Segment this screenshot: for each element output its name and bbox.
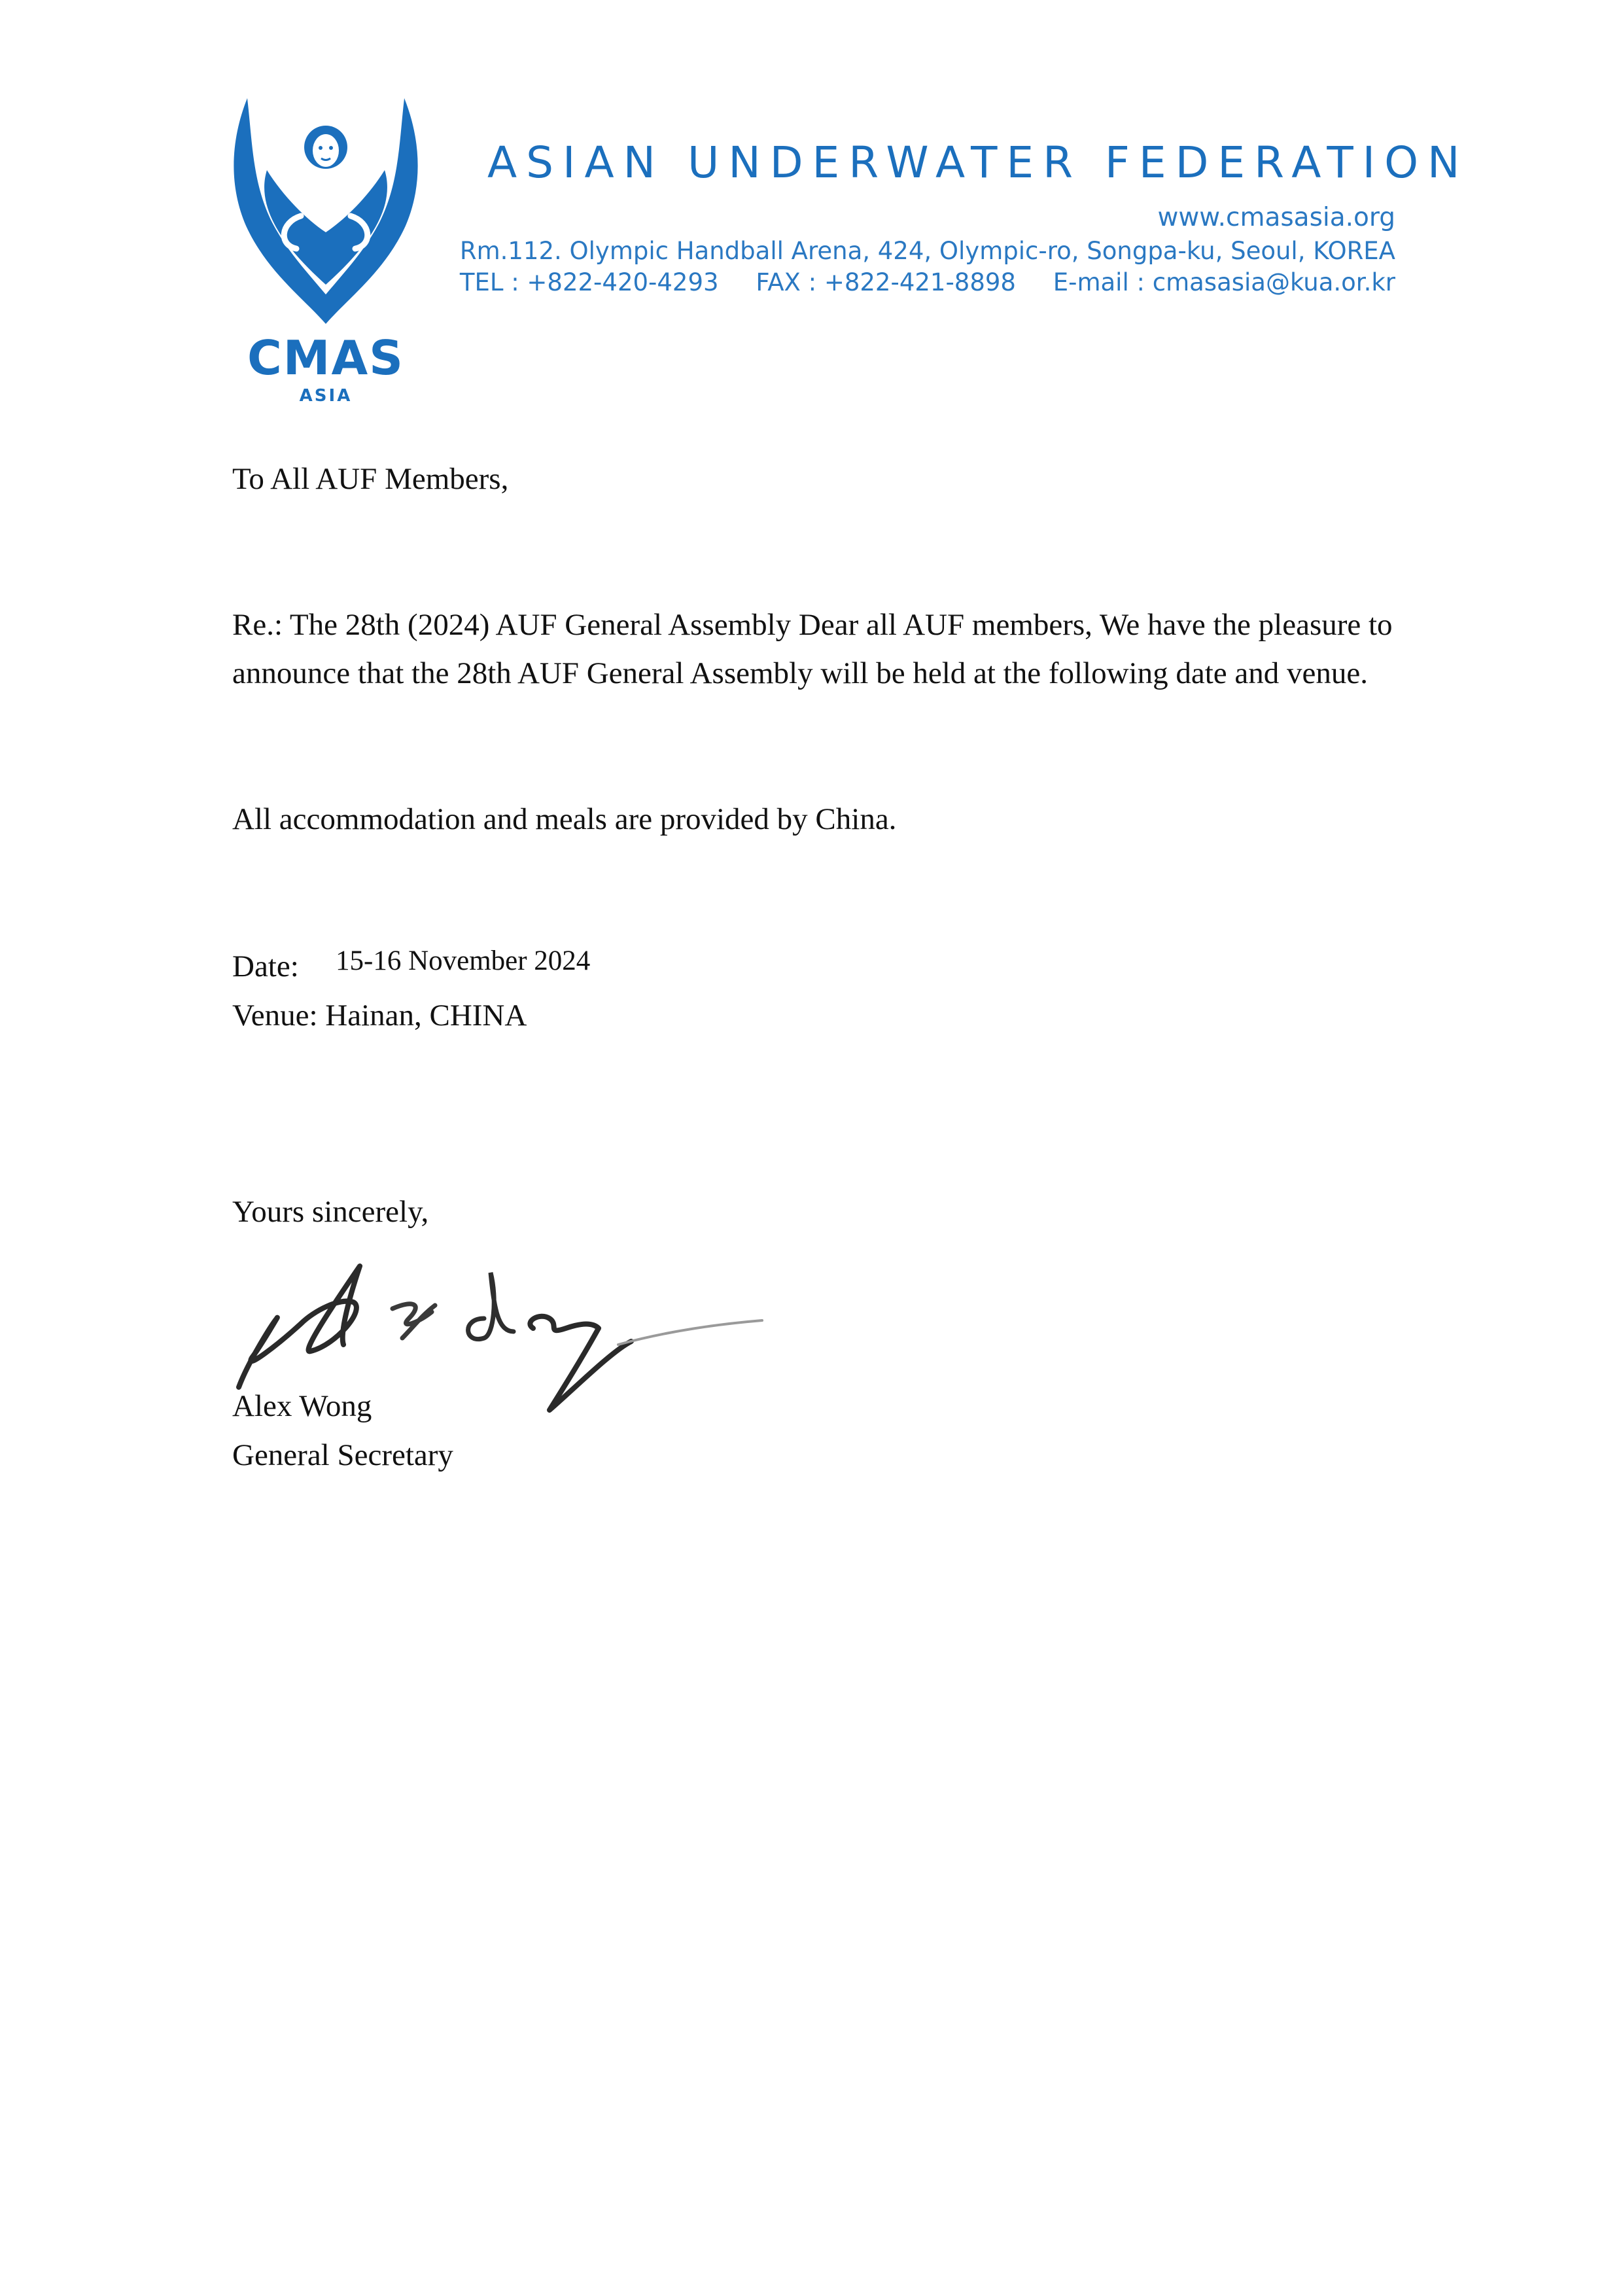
venue-line: Venue: Hainan, CHINA <box>232 998 527 1033</box>
date-value: 15-16 November 2024 <box>336 945 591 976</box>
date-label: Date: <box>232 949 299 983</box>
body-paragraph-1: Re.: The 28th (2024) AUF General Assembly Dear all AUF members, We have the pleasure to announce that the 28th AUF General Assembly will be held at the following date and venue. <box>232 608 1393 690</box>
salutation: To All AUF Members, <box>232 462 509 496</box>
logo-wordmark: CMAS <box>247 330 405 385</box>
cmas-asia-logo <box>228 98 424 412</box>
website-link[interactable]: www.cmasasia.org <box>1157 203 1395 232</box>
mermaid-emblem-icon <box>228 98 424 334</box>
email-address[interactable]: E-mail : cmasasia@kua.or.kr <box>1053 268 1395 296</box>
organization-name: ASIAN UNDERWATER FEDERATION <box>487 137 1469 188</box>
closing: Yours sincerely, <box>232 1195 429 1229</box>
logo-subtext: ASIA <box>299 386 353 406</box>
contact-line <box>460 268 1395 296</box>
body-paragraph-2: All accommodation and meals are provided by China. <box>232 802 897 836</box>
fax-number: FAX : +822-421-8898 <box>756 268 1016 296</box>
signatory-title: General Secretary <box>232 1438 453 1472</box>
signatory-name: Alex Wong <box>232 1389 372 1423</box>
tel-number: TEL : +822-420-4293 <box>459 268 719 296</box>
address-line: Rm.112. Olympic Handball Arena, 424, Olympic-ro, Songpa-ku, Seoul, KOREA <box>459 237 1395 265</box>
